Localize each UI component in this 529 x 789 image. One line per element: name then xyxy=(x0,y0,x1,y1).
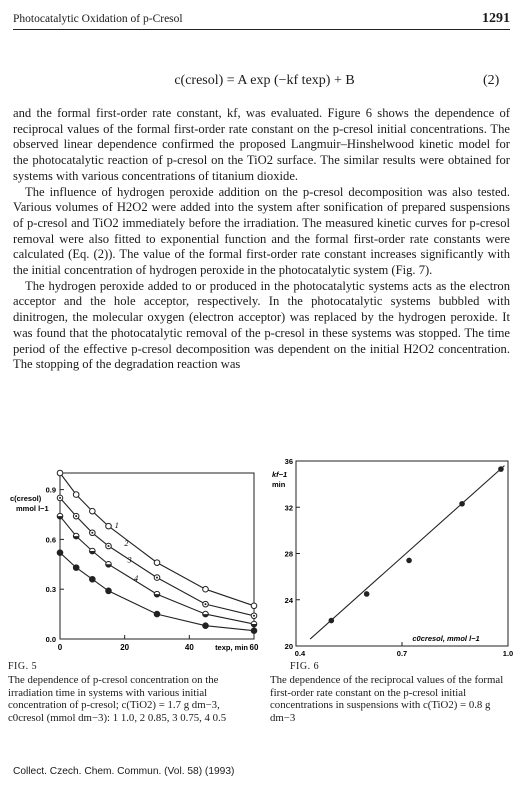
y-tick-label: 24 xyxy=(284,595,293,605)
x-tick-label: 0.7 xyxy=(396,649,408,658)
figure-6 xyxy=(268,456,520,766)
x-axis-label: texp, min xyxy=(215,643,248,652)
figure-5-caption: The dependence of p-cresol concentration on the irradiation time in systems with various initial concentration of p-cresol; c(TiO2) = 1.7 g dm−3, c0cresol (mmol dm−3): 1 1.0, 2 0.85, 3 0.75, 4 0.5 xyxy=(8,674,227,724)
equation-number: (2) xyxy=(483,73,500,88)
fit-line xyxy=(310,466,504,639)
y-tick-label: 28 xyxy=(284,549,293,559)
y-tick-label: 0.3 xyxy=(45,585,56,595)
figure-5-label: FIG. 5 xyxy=(8,661,38,672)
figure-6-label: FIG. 6 xyxy=(290,661,320,672)
y-tick-label: 0.0 xyxy=(45,635,56,644)
series-1-point xyxy=(73,492,79,498)
series-4-point xyxy=(73,565,79,571)
series-4-point xyxy=(90,576,96,582)
x-tick-label: 40 xyxy=(184,643,194,652)
equation-2: c(cresol) = A exp (−kf texp) + B xyxy=(174,73,355,88)
data-point xyxy=(364,591,370,597)
series-1-curve xyxy=(60,473,254,606)
series-4-point xyxy=(57,550,63,556)
series-1-label: 1 xyxy=(114,520,119,530)
y-axis-unit: mmol l−1 xyxy=(16,504,49,514)
series-4-point xyxy=(106,588,112,594)
series-4-point xyxy=(251,628,257,634)
x-tick-label: 20 xyxy=(120,643,130,652)
y-tick-label: 0.9 xyxy=(45,485,56,495)
figure-5 xyxy=(8,465,258,765)
series-2-curve xyxy=(60,498,254,616)
data-point xyxy=(459,501,465,507)
series-1-point xyxy=(203,586,209,592)
series-1-point xyxy=(251,603,257,609)
series-4-point xyxy=(154,611,160,617)
paragraph-2: The influence of hydrogen peroxide addition on the p-cresol decomposition was also tested. Various volumes of H2O2 were added into the system after sonification of prepared suspensions of p-cresol and TiO2 immediately before the irradiation. The measured kinetic curves for p-cresol removal were also fitted to exponential function and the formal first-order rate constants were calculated (Eq. (2)). The value of the formal first-order rate constant increases significantly with the initial concentration of hydrogen peroxide in the photocatalytic system (Fig. 7). xyxy=(13,184,510,278)
data-point xyxy=(406,558,412,564)
data-point xyxy=(498,466,504,472)
running-title: Photocatalytic Oxidation of p-Cresol xyxy=(13,13,183,25)
plot-frame xyxy=(296,461,508,646)
data-point xyxy=(329,618,335,624)
series-1-point xyxy=(106,523,112,529)
series-2-point-dot xyxy=(59,497,61,499)
series-1-point xyxy=(57,470,63,476)
y-axis-label: c(cresol) xyxy=(10,494,42,504)
figure-6-caption: The dependence of the reciprocal values of the formal first-order rate constant on the p-cresol initial concentrations in suspensions with c(TiO2) = 0.8 g dm−3 xyxy=(270,674,504,724)
series-2-point-dot xyxy=(205,603,207,605)
y-tick-label: 0.6 xyxy=(45,535,56,545)
x-tick-label: 0 xyxy=(57,643,63,652)
series-2-point-dot xyxy=(108,545,110,547)
figure-6-chart xyxy=(268,456,520,656)
series-1-point xyxy=(90,508,96,514)
paragraph-1: and the formal first-order rate constant, kf, was evaluated. Figure 6 shows the dependence of reciprocal values of the formal first-order rate constant on the p-cresol initial concentrations. The observed linear dependence confirmed the proposed Langmuir–Hinshelwood kinetic model for the photocatalytic reaction of p-cresol on the TiO2 surface. The similar results were obtained for systems with various concentrations of titanium dioxide. xyxy=(13,106,510,183)
y-tick-label: 36 xyxy=(284,457,293,466)
journal-footer: Collect. Czech. Chem. Commun. (Vol. 58) (1993) xyxy=(13,766,235,777)
page-number: 1291 xyxy=(482,11,510,26)
x-tick-label: 1.0 xyxy=(502,649,514,658)
y-tick-label: 32 xyxy=(284,503,293,513)
page-header xyxy=(13,12,510,30)
series-2-label: 2 xyxy=(124,539,129,549)
y-axis-label: kf−1 xyxy=(272,470,288,480)
series-3-label: 3 xyxy=(127,555,132,565)
series-2-point-dot xyxy=(75,515,77,517)
series-4-label: 4 xyxy=(134,573,139,583)
y-tick-label: 20 xyxy=(284,642,293,651)
series-2-point-dot xyxy=(253,615,255,617)
y-axis-unit: min xyxy=(272,480,286,490)
paragraph-3: The hydrogen peroxide added to or produced in the photocatalytic systems acts as the electron acceptor and the hole acceptor, respectively. In the photocatalytic systems bubbled with dinitrogen, the molecular oxygen (electron acceptor) was replaced by the hydrogen peroxide. It was found that the photocatalytic removal of the p-cresol in these systems was stopped. The time period of the effective p-cresol decomposition was dependent on the initial H2O2 concentration. The stopping of the degradation reaction was xyxy=(13,278,510,372)
x-tick-label: 0.4 xyxy=(294,649,306,658)
series-1-point xyxy=(154,560,160,566)
x-axis-label: c0cresol, mmol l−1 xyxy=(412,634,480,643)
figure-5-chart xyxy=(8,465,258,655)
series-4-point xyxy=(203,623,209,629)
x-tick-label: 60 xyxy=(249,643,259,652)
series-2-point-dot xyxy=(91,532,93,534)
body-text xyxy=(13,106,510,373)
series-2-point-dot xyxy=(156,577,158,579)
